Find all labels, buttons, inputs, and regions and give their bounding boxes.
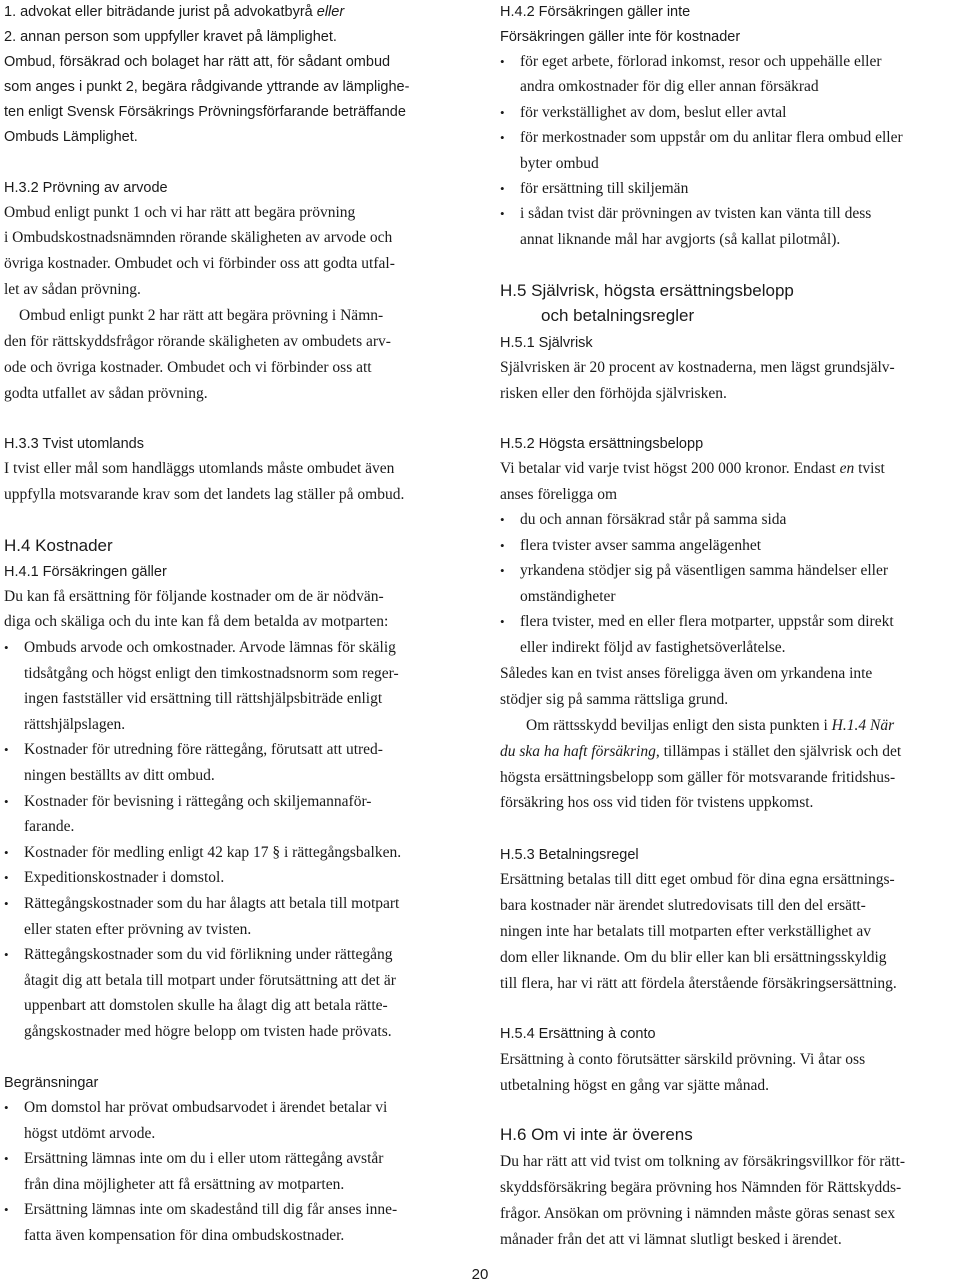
bullet-glyph: •	[4, 947, 9, 963]
paragraph-line: försäkring hos oss vid tiden för tvistens uppkomst.	[500, 794, 814, 811]
bullet-item-line: Kostnader för bevisning i rättegång och skiljemannaför-	[24, 792, 372, 810]
bullet-glyph: •	[500, 54, 505, 69]
paragraph-line: stödjer sig på samma rättsliga grund.	[500, 691, 729, 708]
bullet-glyph: •	[4, 870, 9, 886]
paragraph-line: som anges i punkt 2, begära rådgivande yttrande av lämplighe-	[4, 79, 410, 95]
bullet-item-line: omständigheter	[520, 587, 616, 605]
heading-h4: H.4 Kostnader	[4, 536, 113, 555]
paragraph-line: godta utfallet av sådan prövning.	[4, 385, 208, 402]
bullet-item-line: för ersättning till skiljemän	[520, 180, 689, 197]
paragraph-line: I tvist eller mål som handläggs utomlands måste ombudet även	[4, 460, 395, 477]
page-number: 20	[471, 1266, 489, 1283]
paragraph-line: Ombud, försäkrad och bolaget har rätt att, för sådant ombud	[4, 54, 391, 70]
bullet-item-line: Ombuds arvode och omkostnader. Arvode lämnas för skälig	[24, 639, 396, 656]
bullet-item-line: annat liknande mål har avgjorts (så kallat pilotmål).	[520, 230, 841, 248]
bullet-glyph: •	[4, 1100, 9, 1115]
bullet-item-line: Ersättning lämnas inte om skadestånd till dig får anses inne-	[24, 1201, 398, 1219]
heading-h3-2: H.3.2 Prövning av arvode	[4, 180, 168, 196]
bullet-item-line: tidsåtgång och högst enligt den timkostnadsnorm som reger-	[24, 664, 399, 682]
bullet-item-line: farande.	[24, 818, 75, 836]
bullet-item-line: i sådan tvist där prövningen av tvisten kan vänta till dess	[520, 205, 872, 223]
paragraph-line: Du har rätt att vid tvist om tolkning av försäkringsvillkor för rätt-	[500, 1153, 906, 1170]
bullet-item-line: för eget arbete, förlorad inkomst, resor och uppehälle eller	[520, 53, 882, 70]
paragraph-line: anses föreligga om	[500, 486, 618, 503]
bullet-item-line: uppenbart att domstolen skulle ha ålagt dig att betala rätte-	[24, 997, 388, 1015]
paragraph-line: Således kan en tvist anses föreligga även om yrkandena inte	[500, 665, 873, 682]
bullet-glyph: •	[4, 742, 9, 758]
heading-h4-2: H.4.2 Försäkringen gäller inte	[500, 4, 691, 20]
bullet-item-line: Kostnader för utredning före rättegång, förutsatt att utred-	[24, 741, 383, 759]
bullet-item-line: flera tvister avser samma angelägenhet	[520, 536, 761, 554]
bullet-item-line: för merkostnader som uppstår om du anlitar flera ombud eller	[520, 129, 903, 147]
bullet-glyph: •	[500, 206, 505, 222]
bullet-item-line: högst utdömt arvode.	[24, 1124, 156, 1142]
paragraph-line: övriga kostnader. Ombudet och vi förbinder oss att godta utfal-	[4, 255, 395, 272]
bullet-glyph: •	[500, 130, 505, 146]
bullet-glyph: •	[4, 1202, 9, 1218]
paragraph-line: diga och skäliga och du inte kan få dem betalda av motparten:	[4, 613, 389, 630]
list-item-1: 1. advokat eller biträdande jurist på advokatbyrå eller	[4, 4, 345, 20]
bullet-glyph: •	[4, 896, 9, 911]
paragraph-line: Vi betalar vid varje tvist högst 200 000 kronor. Endast en tvist	[500, 460, 885, 477]
paragraph-line: Försäkringen gäller inte för kostnader	[500, 29, 741, 45]
bullet-glyph: •	[4, 1151, 9, 1167]
heading-h5-line-2: och betalningsregler	[541, 306, 695, 325]
bullet-item-line: ningen beställts av ditt ombud.	[24, 767, 215, 784]
paragraph-line: Ombud enligt punkt 2 har rätt att begära prövning i Nämn-	[19, 307, 384, 324]
bullet-item-line: Expeditionskostnader i domstol.	[24, 869, 225, 887]
bullet-item-line: du och annan försäkrad står på samma sida	[520, 511, 787, 528]
bullet-item-line: yrkandena stödjer sig på väsentligen samma händelser eller	[520, 562, 888, 580]
paragraph-line: utbetalning högst en gång var sjätte månad.	[500, 1077, 770, 1094]
heading-begransningar: Begränsningar	[4, 1075, 99, 1091]
bullet-glyph: •	[500, 181, 505, 196]
bullet-item-line: Kostnader för medling enligt 42 kap 17 § i rättegångsbalken.	[24, 843, 402, 861]
list-item-2: 2. annan person som uppfyller kravet på lämplighet.	[4, 29, 337, 45]
heading-h4-1: H.4.1 Försäkringen gäller	[4, 564, 167, 580]
heading-h5-4: H.5.4 Ersättning à conto	[500, 1026, 656, 1042]
paragraph-line: ode och övriga kostnader. Ombudet och vi förbinder oss att	[4, 359, 372, 376]
heading-h5-line-1: H.5 Självrisk, högsta ersättningsbelopp	[500, 281, 794, 300]
heading-h5-1: H.5.1 Självrisk	[500, 335, 593, 351]
paragraph-line: Du kan få ersättning för följande kostnader om de är nödvän-	[4, 588, 384, 605]
bullet-item-line: eller indirekt följd av fastighetsöverlåtelse.	[520, 639, 786, 656]
bullet-item-line: Ersättning lämnas inte om du i eller utom rättegång avstår	[24, 1150, 384, 1168]
bullet-glyph: •	[4, 640, 9, 655]
heading-h5-3: H.5.3 Betalningsregel	[500, 847, 639, 863]
paragraph-line: frågor. Ansökan om prövning i nämnden måste göras senast sex	[500, 1205, 896, 1222]
heading-h5-2: H.5.2 Högsta ersättningsbelopp	[500, 436, 704, 452]
bullet-item-line: ingen fastställer vid ersättning till rättshjälpsbiträde enligt	[24, 690, 383, 708]
paragraph-line: den för rättskyddsfrågor rörande skäligheten av ombudets arv-	[4, 333, 391, 350]
bullet-item-line: Om domstol har prövat ombudsarvodet i ärendet betalar vi	[24, 1099, 388, 1116]
bullet-item-line: Rättegångskostnader som du vid förlikning under rättegång	[24, 946, 393, 964]
paragraph-line: bara kostnader när ärendet slutredovisats till den del ersätt-	[500, 897, 866, 914]
paragraph-line: let av sådan prövning.	[4, 281, 141, 298]
bullet-item-line: flera tvister, med en eller flera motparter, uppstår som direkt	[520, 613, 894, 631]
bullet-glyph: •	[500, 512, 505, 527]
paragraph-line: risken eller den förhöjda självrisken.	[500, 385, 727, 402]
bullet-glyph: •	[4, 844, 9, 860]
paragraph-line: skyddsförsäkring begära prövning hos Nämnden för Rättskydds-	[500, 1179, 902, 1196]
bullet-glyph: •	[500, 563, 505, 579]
bullet-glyph: •	[4, 793, 9, 809]
bullet-glyph: •	[500, 614, 505, 630]
paragraph-line: Ersättning betalas till ditt eget ombud för dina egna ersättnings-	[500, 871, 895, 888]
bullet-item-line: från dina möjligheter att få ersättning av motparten.	[24, 1175, 345, 1193]
paragraph-line: i Ombudskostnadsnämnden rörande skäligheten av arvode och	[4, 229, 393, 246]
bullet-item-line: andra omkostnader för dig eller annan försäkrad	[520, 78, 819, 96]
bullet-item-line: Rättegångskostnader som du har ålagts att betala till motpart	[24, 895, 400, 912]
paragraph-line: du ska ha haft försäkring, tillämpas i stället den självrisk och det	[500, 743, 902, 760]
bullet-item-line: byter ombud	[520, 154, 599, 172]
heading-h6: H.6 Om vi inte är överens	[500, 1125, 693, 1144]
paragraph-line: månader från det att vi lämnat slutligt besked i ärendet.	[500, 1231, 842, 1248]
paragraph-line: Självrisken är 20 procent av kostnaderna, men lägst grundsjälv-	[500, 359, 895, 376]
paragraph-line: Ombud enligt punkt 1 och vi har rätt att begära prövning	[4, 204, 356, 221]
paragraph-line: ningen inte har betalats till motparten efter verkställighet av	[500, 923, 872, 940]
bullet-glyph: •	[500, 537, 505, 553]
bullet-item-line: rättshjälpslagen.	[24, 715, 126, 733]
paragraph-line: högsta ersättningsbelopp som gäller för motsvarande fritidshus-	[500, 769, 896, 786]
heading-h3-3: H.3.3 Tvist utomlands	[4, 436, 144, 452]
paragraph-line: ten enligt Svensk Försäkrings Prövningsförfarande beträffande	[4, 104, 406, 120]
paragraph-line: uppfylla motsvarande krav som det landets lag ställer på ombud.	[4, 486, 405, 503]
paragraph-line: till flera, har vi rätt att fördela återstående försäkringsersättning.	[500, 975, 897, 992]
bullet-item-line: fatta även kompensation för dina ombudskostnader.	[24, 1227, 345, 1244]
paragraph-line: Ersättning à conto förutsätter särskild prövning. Vi åtar oss	[500, 1051, 866, 1068]
paragraph-line: Ombuds Lämplighet.	[4, 129, 138, 145]
bullet-item-line: gångskostnader med högre belopp om tvisten hade prövats.	[24, 1023, 392, 1040]
bullet-item-line: åtagit dig att betala till motpart under förutsättning att det är	[24, 971, 396, 989]
paragraph-line: dom eller liknande. Om du blir eller kan bli ersättningsskyldig	[500, 949, 887, 966]
bullet-item-line: eller staten efter prövning av tvisten.	[24, 920, 252, 938]
bullet-item-line: för verkställighet av dom, beslut eller avtal	[520, 103, 787, 121]
bullet-glyph: •	[500, 104, 505, 120]
paragraph-line: Om rättsskydd beviljas enligt den sista punkten i H.1.4 När	[526, 717, 895, 734]
